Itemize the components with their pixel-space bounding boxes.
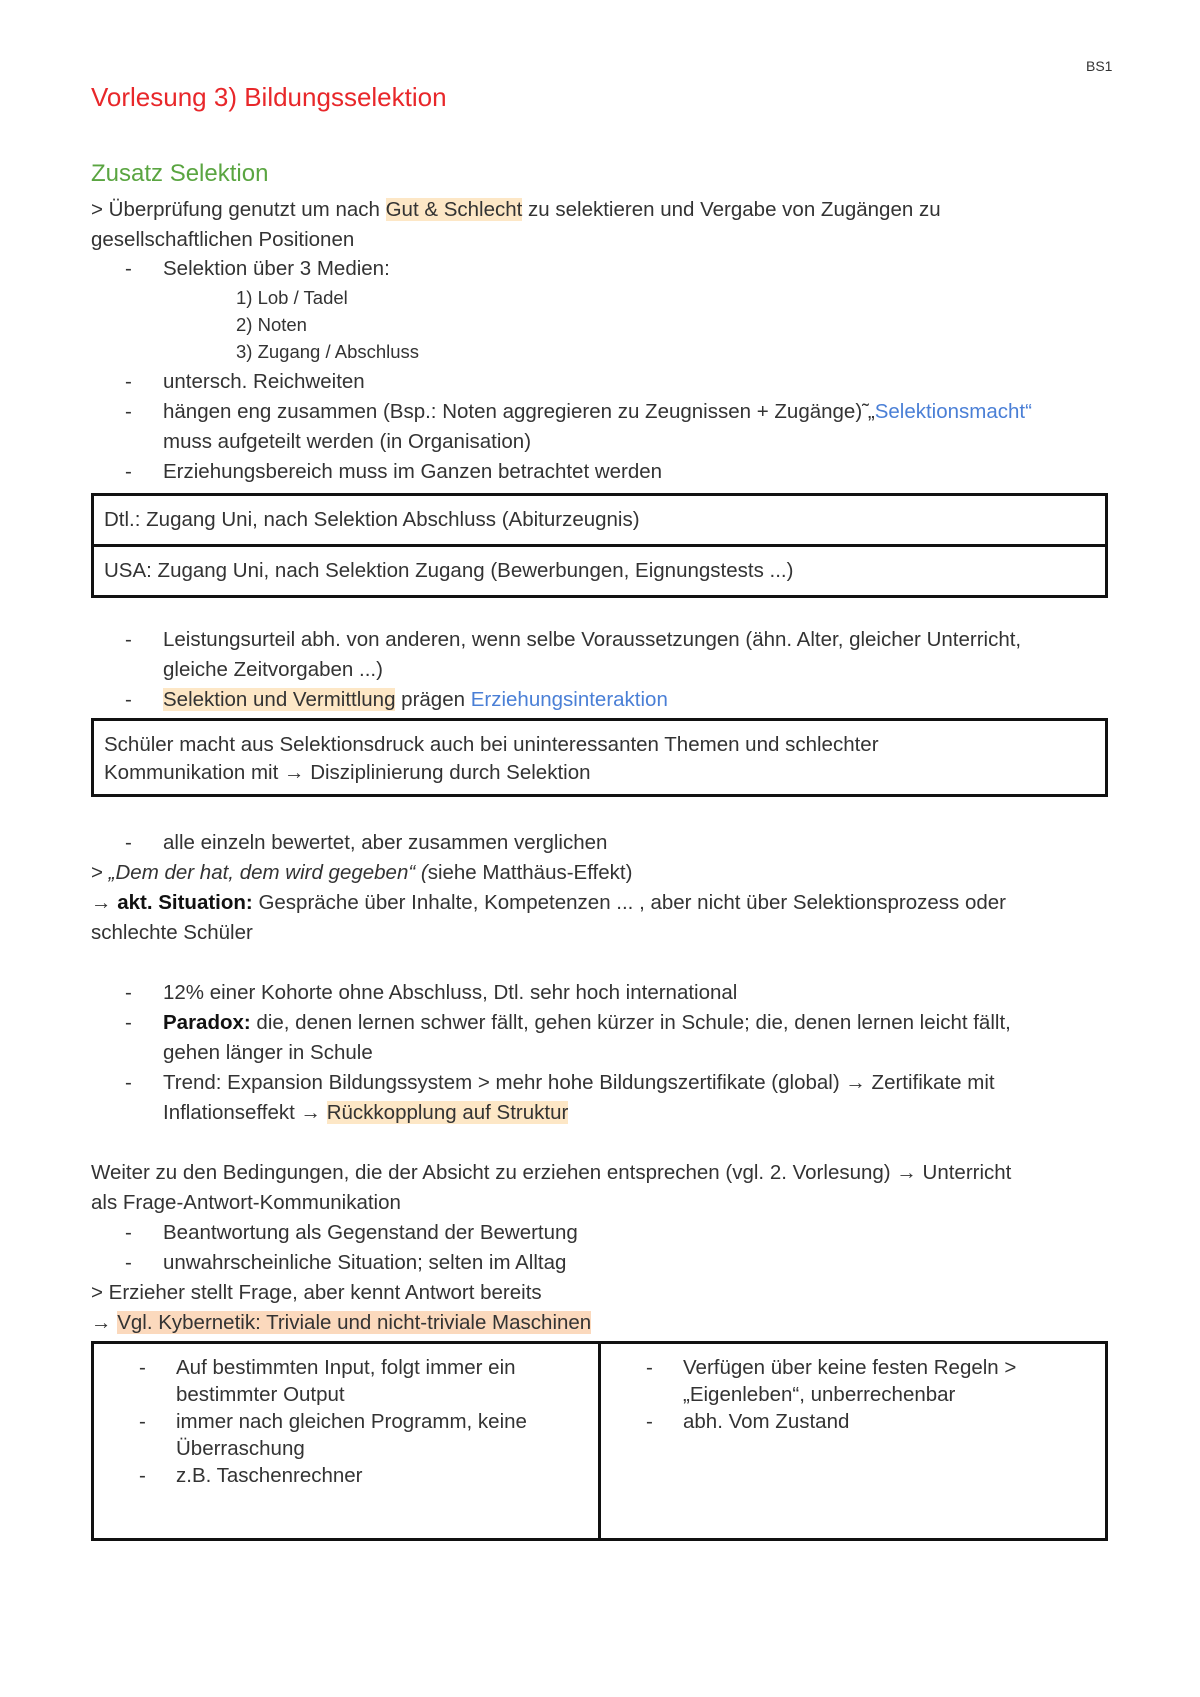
bedingungen-line-1: Weiter zu den Bedingungen, die der Absicht zu erziehen entsprechen (vgl. 2. Vorlesung) → Unterricht — [91, 1161, 1012, 1184]
box2-line-1: Schüler macht aus Selektionsdruck auch bei uninteressanten Themen und schlechter — [104, 733, 879, 756]
subitem-lob-tadel: 1) Lob / Tadel — [236, 287, 348, 308]
link-selektionsmacht: Selektionsmacht“ — [874, 400, 1032, 423]
box-row-dtl: Dtl.: Zugang Uni, nach Selektion Abschluss (Abiturzeugnis) — [104, 508, 640, 531]
bullet-dash: - — [125, 1011, 132, 1034]
bullet-zusammenhang: hängen eng zusammen (Bsp.: Noten aggregieren zu Zeugnissen + Zugänge)̃ „Selektionsmacht“ — [163, 400, 1032, 423]
highlight-selektion-vermittlung: Selektion und Vermittlung — [163, 688, 396, 711]
bullet-leistungsurteil: Leistungsurteil abh. von anderen, wenn selbe Voraussetzungen (ähn. Alter, gleicher Unterricht, — [163, 628, 1022, 651]
matthaeus-quote: > „Dem der hat, dem wird gegeben“ (siehe Matthäus-Effekt) — [91, 861, 633, 884]
bullet-dash: - — [125, 400, 132, 423]
bullet-erziehungsbereich: Erziehungsbereich muss im Ganzen betrachtet werden — [163, 460, 663, 483]
bullet-leistungsurteil-line-2: gleiche Zeitvorgaben ...) — [163, 658, 383, 681]
bullet-dash: - — [125, 257, 132, 280]
box-row-usa: USA: Zugang Uni, nach Selektion Zugang (Bewerbungen, Eignungstests ...) — [94, 544, 1105, 595]
table-col-triviale — [94, 1344, 598, 1538]
highlight-gut-schlecht: Gut & Schlecht — [385, 198, 523, 221]
bullet-dash: - — [125, 370, 132, 393]
bullet-unwahrscheinlich: unwahrscheinliche Situation; selten im Alltag — [163, 1251, 567, 1274]
bullet-dash: - — [125, 1251, 132, 1274]
bullet-dash: - — [125, 460, 132, 483]
document-title: Vorlesung 3) Bildungsselektion — [91, 82, 447, 112]
bullet-dash: - — [125, 981, 132, 1004]
bullet-zusammenhang-line-2: muss aufgeteilt werden (in Organisation) — [163, 430, 532, 453]
highlight-kybernetik: Vgl. Kybernetik: Triviale und nicht-triviale Maschinen — [117, 1311, 592, 1334]
intro-line-2: gesellschaftlichen Positionen — [91, 228, 355, 251]
bullet-dash: - — [125, 688, 132, 711]
bullet-trend-line-2: Inflationseffekt → Rückkopplung auf Struktur — [163, 1101, 569, 1124]
aktuelle-situation-line-2: schlechte Schüler — [91, 921, 253, 944]
bullet-selektion-medien: Selektion über 3 Medien: — [163, 257, 390, 280]
table-item: - abh. Vom Zustand — [646, 1410, 850, 1433]
kybernetik-line: → Vgl. Kybernetik: Triviale und nicht-triviale Maschinen — [91, 1311, 592, 1334]
bullet-selektion-vermittlung: Selektion und Vermittlung prägen Erziehungsinteraktion — [163, 688, 668, 711]
subitem-noten: 2) Noten — [236, 314, 307, 335]
bullet-trend: Trend: Expansion Bildungssystem > mehr hohe Bildungszertifikate (global) → Zertifikate mit — [163, 1071, 995, 1094]
table-col-nicht-triviale — [598, 1344, 1105, 1538]
link-erziehungsinteraktion: Erziehungsinteraktion — [470, 688, 668, 711]
bedingungen-line-2: als Frage-Antwort-Kommunikation — [91, 1191, 401, 1214]
section-title: Zusatz Selektion — [91, 160, 269, 187]
maschinen-table — [91, 1341, 1108, 1541]
disziplinierung-box — [91, 718, 1108, 797]
bullet-dash: - — [125, 1221, 132, 1244]
table-item: - immer nach gleichen Programm, keine Überraschung — [139, 1410, 527, 1460]
intro-line-1: > Überprüfung genutzt um nach Gut & Schlecht zu selektieren und Vergabe von Zugängen zu — [91, 198, 941, 221]
bullet-beantwortung: Beantwortung als Gegenstand der Bewertung — [163, 1221, 578, 1244]
bullet-dash: - — [125, 1071, 132, 1094]
erzieher-frage: > Erzieher stellt Frage, aber kennt Antwort bereits — [91, 1281, 542, 1304]
comparison-box — [91, 493, 1108, 598]
aktuelle-situation: → akt. Situation: Gespräche über Inhalte, Kompetenzen ... , aber nicht über Selektionsprozess oder — [91, 891, 1006, 914]
bullet-reichweiten: untersch. Reichweiten — [163, 370, 365, 393]
box2-line-2: Kommunikation mit → Disziplinierung durch Selektion — [104, 761, 591, 784]
bullet-dash: - — [125, 628, 132, 651]
bullet-einzeln-bewertet: alle einzeln bewertet, aber zusammen verglichen — [163, 831, 608, 854]
table-item: - Auf bestimmten Input, folgt immer ein bestimmter Output — [139, 1356, 516, 1406]
table-item: - Verfügen über keine festen Regeln > „Eigenleben“, unberrechenbar — [646, 1356, 1017, 1406]
bullet-dash: - — [125, 831, 132, 854]
bullet-paradox-line-2: gehen länger in Schule — [163, 1041, 373, 1064]
bullet-paradox: Paradox: die, denen lernen schwer fällt, gehen kürzer in Schule; die, denen lernen leicht fällt, — [163, 1011, 1011, 1034]
bullet-kohorte: 12% einer Kohorte ohne Abschluss, Dtl. sehr hoch international — [163, 981, 738, 1004]
page-label: BS1 — [1086, 58, 1113, 74]
highlight-rueckkopplung: Rückkopplung auf Struktur — [326, 1101, 569, 1124]
table-item: - z.B. Taschenrechner — [139, 1464, 363, 1487]
subitem-zugang-abschluss: 3) Zugang / Abschluss — [236, 341, 420, 362]
